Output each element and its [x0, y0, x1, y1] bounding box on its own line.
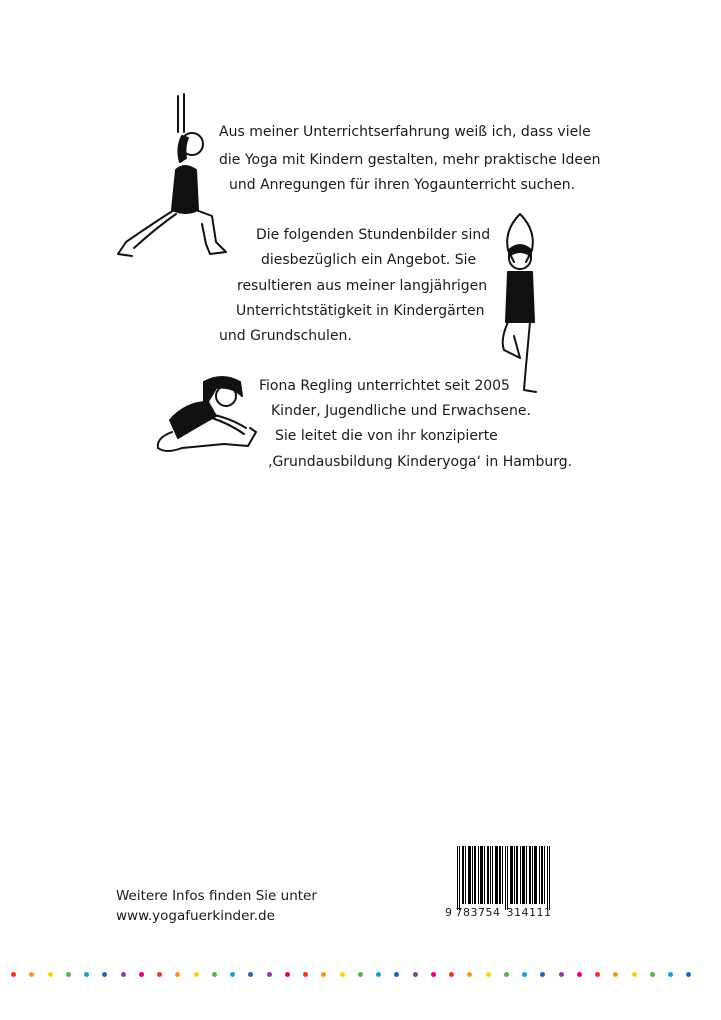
author-line-3: Sie leitet die von ihr konzipierte [275, 428, 498, 444]
color-dot [321, 972, 326, 977]
color-dot [486, 972, 491, 977]
color-dot [540, 972, 545, 977]
barcode-digits [445, 906, 552, 919]
color-dot [102, 972, 107, 977]
color-dot [230, 972, 235, 977]
offer-line-1: Die folgenden Stundenbilder sind [256, 227, 491, 243]
barcode-left-digits: 783754 [455, 906, 501, 919]
color-dot [139, 972, 144, 977]
barcode-first-digit: 9 [445, 906, 453, 919]
color-dot [194, 972, 199, 977]
color-dot [358, 972, 363, 977]
color-dot [686, 972, 691, 977]
barcode-right-digits: 314111 [506, 906, 552, 919]
color-dot [285, 972, 290, 977]
offer-line-4: Unterrichtstätigkeit in Kindergärten [236, 303, 485, 319]
author-line-2: Kinder, Jugendliche und Erwachsene. [271, 403, 531, 419]
color-dot [175, 972, 180, 977]
color-dot [11, 972, 16, 977]
color-dot [449, 972, 454, 977]
color-dot [121, 972, 126, 977]
footer-url-link[interactable]: www.yogafuerkinder.de [116, 908, 275, 924]
footer-info-text: Weitere Infos finden Sie unter [116, 888, 317, 904]
color-dot [504, 972, 509, 977]
color-dot [376, 972, 381, 977]
seated-forward-bend-icon [152, 372, 262, 457]
barcode-bars [457, 846, 557, 904]
isbn-barcode [445, 846, 559, 922]
color-dot [157, 972, 162, 977]
color-dot [613, 972, 618, 977]
color-dot [577, 972, 582, 977]
intro-line-2: die Yoga mit Kindern gestalten, mehr praktische Ideen [219, 152, 601, 168]
color-dot [595, 972, 600, 977]
intro-line-1: Aus meiner Unterrichtserfahrung weiß ich, dass viele [219, 124, 591, 140]
color-dot [467, 972, 472, 977]
color-dot [48, 972, 53, 977]
tree-pose-icon [490, 210, 550, 400]
color-dot [394, 972, 399, 977]
color-dot [413, 972, 418, 977]
color-dot [29, 972, 34, 977]
color-dot [303, 972, 308, 977]
intro-line-3: und Anregungen für ihren Yogaunterricht suchen. [229, 177, 576, 193]
color-dot [84, 972, 89, 977]
color-dot [267, 972, 272, 977]
color-dot [668, 972, 673, 977]
color-dot [522, 972, 527, 977]
color-dot [248, 972, 253, 977]
color-dot [212, 972, 217, 977]
offer-line-2: diesbezüglich ein Angebot. Sie [261, 252, 477, 268]
color-dot [632, 972, 637, 977]
offer-line-3: resultieren aus meiner langjährigen [237, 278, 488, 294]
warrior-pose-icon [112, 92, 242, 262]
color-dot-strip [11, 972, 711, 980]
color-dot [650, 972, 655, 977]
color-dot [559, 972, 564, 977]
color-dot [340, 972, 345, 977]
offer-line-5: und Grundschulen. [219, 328, 352, 344]
color-dot [66, 972, 71, 977]
color-dot [431, 972, 436, 977]
author-line-4: ‚Grundausbildung Kinderyoga‘ in Hamburg. [268, 454, 573, 470]
author-line-1: Fiona Regling unterrichtet seit 2005 [259, 378, 510, 394]
